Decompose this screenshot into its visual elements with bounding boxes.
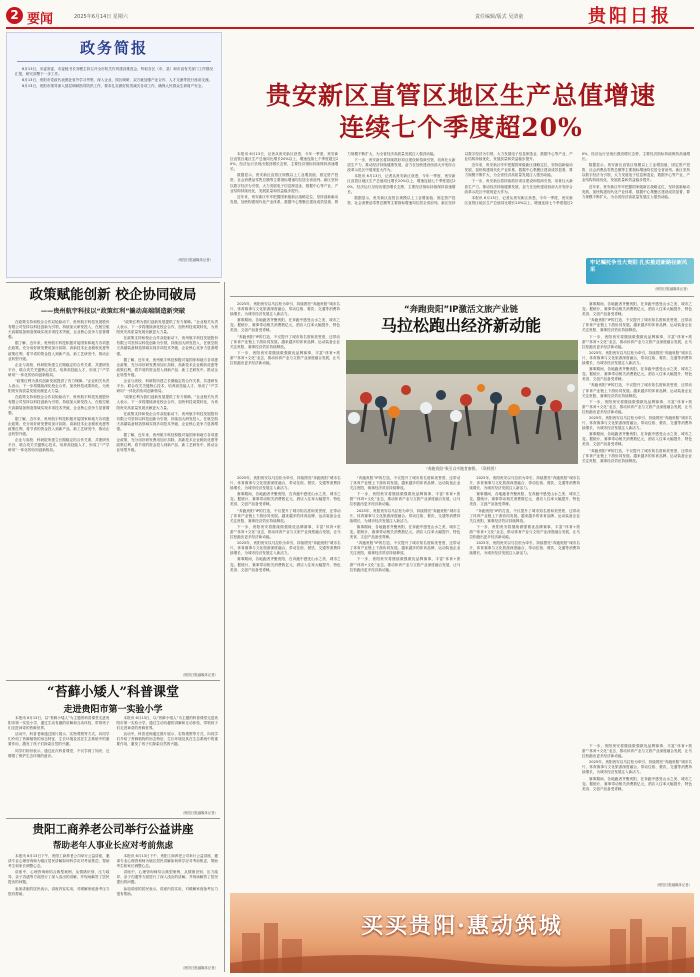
divider	[6, 818, 220, 819]
masthead-logo: 贵阳日报	[588, 6, 672, 27]
bottom-banner-title: 买买贵阳·惠动筑城	[361, 913, 563, 939]
story3-title: 贵阳工商养老公司举行公益讲座	[32, 822, 194, 836]
marathon-body: 2025年，贵阳贵安以马拉松为牵引，持续擦亮“奔跑贵阳”城市名片，体育赛事与文化旅游深度融合，带动住宿、餐饮、交通等消费持续增长，为城市经济发展注入新活力。 赛事期间，各地跑者齐聚贵阳，在奔跑中感受山水之美、城市之变。据统计，赛事带动相关消费数亿元，酒店入住率大幅提升，特色美食、文创产品备受青睐。 “奔跑贵阳”IP的打造，不仅提升了城市知名度和美誉度，还带动了体育产业链上下游协同发展。越来越多的体育品牌、运动装备企业关注贵阳，赛事经济效应持续释放。 下一步，贵阳贵安将继续做强做优品牌赛事，丰富“体育+旅游”“体育+文化”业态，推动体育产业与文旅产业深度融合发展，让马拉松跑出更多经济新动能。 2025年，贵阳贵安以马拉松为牵引，持续擦亮“奔跑贵阳”城市名片，体育赛事与文化旅游深度融合，带动住宿、餐饮、交通等消费持续增长，为城市经济发展注入新活力。 赛事期间，各地跑者齐聚贵阳，在奔跑中感受山水之美、城市之变。据统计，赛事带动相关消费数亿元，酒店入住率大幅提升，特色美食、文创产品备受青睐。 “奔跑贵阳”IP的打造，不仅提升了城市知名度和美誉度，还带动了体育产业链上下游协同发展。越来越多的体育品牌、运动装备企业关注贵阳，赛事经济效应持续释放。 下一步，贵阳贵安将继续做强做优品牌赛事，丰富“体育+旅游”“体育+文化”业态，推动体育产业与文旅产业深度融合发展，让马拉松跑出更多经济新动能。 2025年，贵阳贵安以马拉松为牵引，持续擦亮“奔跑贵阳”城市名片，体育赛事与文化旅游深度融合，带动住宿、餐饮、交通等消费持续增长，为城市经济发展注入新活力。 赛事期间，各地跑者齐聚贵阳，在奔跑中感受山水之美、城市之变。据统计，赛事带动相关消费数亿元，酒店入住率大幅提升，特色美食、文创产品备受青睐。 “奔跑贵阳”IP的打造，不仅提升了城市知名度和美誉度，还带动了体育产业链上下游协同发展。越来越多的体育品牌、运动装备企业关注贵阳，赛事经济效应持续释放。 下一步，贵阳贵安将继续做强做优品牌赛事，丰富“体育+旅游”“体育+文化”业态，推动体育产业与文旅产业深度融合发展，让马拉松跑出更多经济新动能。 2025年，贵阳贵安以马拉松为牵引，持续擦亮“奔跑贵阳”城市名片，体育赛事与文化旅游深度融合，带动住宿、餐饮、交通等消费持续增长，为城市经济发展注入新活力。 赛事期间，各地跑者齐聚贵阳，在奔跑中感受山水之美、城市之变。据统计，赛事带动相关消费数亿元，酒店入住率大幅提升，特色美食、文创产品备受青睐。 “奔跑贵阳”IP的打造，不仅提升了城市知名度和美誉度，还带动了体育产业链上下游协同发展。越来越多的体育品牌、运动装备企业关注贵阳，赛事经济效应持续释放。 下一步，贵阳贵安将继续做强做优品牌赛事，丰富“体育+旅游”“体育+文化”业态，推动体育产业与文旅产业深度融合发展，让马拉松跑出更多经济新动能。 2025年，贵阳贵安以马拉松为牵引，持续擦亮“奔跑贵阳”城市名片，体育赛事与文化旅游深度融合，带动住宿、餐饮、交通等消费持续增长，为城市经济发展注入新活力。	[230, 476, 580, 572]
story3-subtitle: 帮助老年人事业长应对考前焦虑	[52, 841, 174, 851]
story3-source: （贵阳日报融媒体记者）	[180, 966, 218, 970]
marathon-photo-caption: “奔跑贵阳”吸引众多跑者参赛。（资料图）	[425, 466, 499, 471]
brief-title: 政务简报	[79, 39, 148, 57]
story2-subtitle: 走进贵阳市第一实验小学	[63, 705, 163, 715]
section-label: 要闻	[27, 12, 54, 27]
divider	[230, 296, 694, 297]
marathon-right-lower: 下一步，贵阳贵安将继续做强做优品牌赛事，丰富“体育+旅游”“体育+文化”业态，推动体育产业与文旅产业深度融合发展，让马拉松跑出更多经济新动能。 2025年，贵阳贵安以马拉松为牵引，持续擦亮“奔跑贵阳”城市名片，体育赛事与文化旅游深度融合，带动住宿、餐饮、交通等消费持续增长，为城市经济发展注入新活力。 赛事期间，各地跑者齐聚贵阳，在奔跑中感受山水之美、城市之变。据统计，赛事带动相关消费数亿元，酒店入住率大幅提升，特色美食、文创产品备受青睐。	[582, 744, 692, 791]
main-headline: 贵安新区直管区地区生产总值增速 连续七个季度超20%	[265, 81, 656, 142]
runners-illustration	[346, 340, 578, 464]
story1-subtitle: ——贵州航宇科技以“政策红利”撬动高端制造新突破	[40, 308, 186, 315]
date-line: 2025年6月14日 星期六	[74, 14, 128, 20]
bottom-banner	[230, 893, 694, 973]
brief-item: 6月13日，贵阳市党政代表团赴省外学习考察，深入企业、园区调研，双方就加强产业合作、人才交流等进行座谈交流。	[22, 78, 213, 83]
page-number-badge: 2	[6, 7, 23, 24]
lead-article: 本报讯 6月13日，记者从贵安新区获悉，今年一季度，贵安新区直管区地区生产总值同比增长20%以上，增速连续七个季度超过20%，经济运行呈现出强劲增长态势，主要经济指标持续保持高速增长。 数据显示，贵安新区直管区规模以上工业增加值、固定资产投资、社会消费品零售总额等主要指标增速均位居全省前列。新区坚持以数字经济为引领，大力发展电子信息制造业、数据中心等产业，产业结构持续优化，发展质量和效益稳步提升。 近年来，贵安新区牢牢把握国家级新区战略定位，坚持创新驱动发展，加快构建现代化产业体系，数据中心集聚区建设成效显著，算力规模不断扩大，为全省经济高质量发展注入强劲动能。 下一步，贵安新区将持续抓好项目建设和招商引资，培育壮大新质生产力，推动经济持续健康发展，奋力在加快建设西部大开发综合改革示范区中展现更大作为。 本报讯 6月13日，记者从贵安新区获悉，今年一季度，贵安新区直管区地区生产总值同比增长20%以上，增速连续七个季度超过20%，经济运行呈现出强劲增长态势，主要经济指标持续保持高速增长。 数据显示，贵安新区直管区规模以上工业增加值、固定资产投资、社会消费品零售总额等主要指标增速均位居全省前列。新区坚持以数字经济为引领，大力发展电子信息制造业、数据中心等产业，产业结构持续优化，发展质量和效益稳步提升。 近年来，贵安新区牢牢把握国家级新区战略定位，坚持创新驱动发展，加快构建现代化产业体系，数据中心集聚区建设成效显著，算力规模不断扩大，为全省经济高质量发展注入强劲动能。 下一步，贵安新区将持续抓好项目建设和招商引资，培育壮大新质生产力，推动经济持续健康发展，奋力在加快建设西部大开发综合改革示范区中展现更大作为。 本报讯 6月13日，记者从贵安新区获悉，今年一季度，贵安新区直管区地区生产总值同比增长20%以上，增速连续七个季度超过20%，经济运行呈现出强劲增长态势，主要经济指标持续保持高速增长。 数据显示，贵安新区直管区规模以上工业增加值、固定资产投资、社会消费品零售总额等主要指标增速均位居全省前列。新区坚持以数字经济为引领，大力发展电子信息制造业、数据中心等产业，产业结构持续优化，发展质量和效益稳步提升。 近年来，贵安新区牢牢把握国家级新区战略定位，坚持创新驱动发展，加快构建现代化产业体系，数据中心集聚区建设成效显著，算力规模不断扩大，为全省经济高质量发展注入强劲动能。	[230, 152, 690, 205]
marathon-title: 马拉松跑出经济新动能	[380, 316, 541, 335]
marathon-source: （贵阳日报融媒体记者）	[654, 883, 692, 887]
brief-box	[6, 32, 222, 278]
lead-source: （贵阳日报融媒体记者）	[652, 287, 690, 291]
slogan-banner: 牢记嘱托争当大贵阳 扎实推进新路径新风采	[586, 258, 694, 284]
divider	[6, 282, 220, 283]
marathon-photo	[346, 340, 578, 464]
column-divider	[224, 282, 225, 972]
marathon-left-col: 2025年，贵阳贵安以马拉松为牵引，持续擦亮“奔跑贵阳”城市名片，体育赛事与文化旅游深度融合，带动住宿、餐饮、交通等消费持续增长，为城市经济发展注入新活力。 赛事期间，各地跑者齐聚贵阳，在奔跑中感受山水之美、城市之变。据统计，赛事带动相关消费数亿元，酒店入住率大幅提升，特色美食、文创产品备受青睐。 “奔跑贵阳”IP的打造，不仅提升了城市知名度和美誉度，还带动了体育产业链上下游协同发展。越来越多的体育品牌、运动装备企业关注贵阳，赛事经济效应持续释放。 下一步，贵阳贵安将继续做强做优品牌赛事，丰富“体育+旅游”“体育+文化”业态，推动体育产业与文旅产业深度融合发展，让马拉松跑出更多经济新动能。	[230, 302, 340, 366]
brief-source: （贵阳日报融媒体记者）	[175, 258, 213, 262]
marathon-right-col: 赛事期间，各地跑者齐聚贵阳，在奔跑中感受山水之美、城市之变。据统计，赛事带动相关消费数亿元，酒店入住率大幅提升，特色美食、文创产品备受青睐。 “奔跑贵阳”IP的打造，不仅提升了城市知名度和美誉度，还带动了体育产业链上下游协同发展。越来越多的体育品牌、运动装备企业关注贵阳，赛事经济效应持续释放。 下一步，贵阳贵安将继续做强做优品牌赛事，丰富“体育+旅游”“体育+文化”业态，推动体育产业与文旅产业深度融合发展，让马拉松跑出更多经济新动能。 2025年，贵阳贵安以马拉松为牵引，持续擦亮“奔跑贵阳”城市名片，体育赛事与文化旅游深度融合，带动住宿、餐饮、交通等消费持续增长，为城市经济发展注入新活力。 赛事期间，各地跑者齐聚贵阳，在奔跑中感受山水之美、城市之变。据统计，赛事带动相关消费数亿元，酒店入住率大幅提升，特色美食、文创产品备受青睐。 “奔跑贵阳”IP的打造，不仅提升了城市知名度和美誉度，还带动了体育产业链上下游协同发展。越来越多的体育品牌、运动装备企业关注贵阳，赛事经济效应持续释放。 下一步，贵阳贵安将继续做强做优品牌赛事，丰富“体育+旅游”“体育+文化”业态，推动体育产业与文旅产业深度融合发展，让马拉松跑出更多经济新动能。 2025年，贵阳贵安以马拉松为牵引，持续擦亮“奔跑贵阳”城市名片，体育赛事与文化旅游深度融合，带动住宿、餐饮、交通等消费持续增长，为城市经济发展注入新活力。 赛事期间，各地跑者齐聚贵阳，在奔跑中感受山水之美、城市之变。据统计，赛事带动相关消费数亿元，酒店入住率大幅提升，特色美食、文创产品备受青睐。 “奔跑贵阳”IP的打造，不仅提升了城市知名度和美誉度，还带动了体育产业链上下游协同发展。越来越多的体育品牌、运动装备企业关注贵阳，赛事经济效应持续释放。	[582, 302, 692, 463]
story1-source: （贵阳日报融媒体记者）	[180, 673, 218, 677]
story2-title: “苔藓小矮人”科普课堂	[47, 685, 179, 700]
story2-body: 本报讯 6月13日，以“苔藓小矮人”为主题的科普课堂走进贵阳市第一实验小学，通过生动有趣的讲解和互动体验，带领孩子们走进神奇的苔藓世界。 活动中，科普老师通过图片展示、实物观察等方式，向同学们介绍了苔藓植物的形态特征、生长环境及其在生态系统中的重要作用，激发了孩子们探索自然的兴趣。 同学们纷纷表示，通过此次科普课堂，不仅学到了知识，还增强了保护生态环境的意识。 本报讯 6月13日，以“苔藓小矮人”为主题的科普课堂走进贵阳市第一实验小学，通过生动有趣的讲解和互动体验，带领孩子们走进神奇的苔藓世界。 活动中，科普老师通过图片展示、实物观察等方式，向同学们介绍了苔藓植物的形态特征、生长环境及其在生态系统中的重要作用，激发了孩子们探索自然的兴趣。	[8, 716, 218, 758]
brief-item: 6月13日，贵阳市领导深入基层调研指导防汛工作，要求扎实做好防汛减灾各项工作，确保人民群众生命财产安全。	[22, 84, 205, 89]
story1-title: 政策赋能创新 校企协同破局	[29, 287, 197, 303]
story1-body: 在政策支持和校企合作双轮驱动下，贵州航宇科技发展股份有限公司坚持以科技创新为引领，持续加大研发投入，在航空航天高端装备制造领域实现多项技术突破，企业核心竞争力显著增强。 据了解，近年来，贵州航宇科技积极对接国家和地方各项惠企政策，充分用好研发费用加计扣除、高新技术企业税收优惠等政策红利，将节省的资金投入到新产品、新工艺研发中，推动企业转型升级。 企业与高校、科研院所建立长期稳定的合作关系，共建研发平台、联合攻关关键核心技术，培养高技能人才，形成了“产学研用”一体化的协同创新格局。 “政策红利为我们创新发展提供了有力保障。”企业相关负责人表示，下一步将继续深化校企合作，加快科技成果转化，为贵阳贵安高质量发展贡献更大力量。 在政策支持和校企合作双轮驱动下，贵州航宇科技发展股份有限公司坚持以科技创新为引领，持续加大研发投入，在航空航天高端装备制造领域实现多项技术突破，企业核心竞争力显著增强。 据了解，近年来，贵州航宇科技积极对接国家和地方各项惠企政策，充分用好研发费用加计扣除、高新技术企业税收优惠等政策红利，将节省的资金投入到新产品、新工艺研发中，推动企业转型升级。 企业与高校、科研院所建立长期稳定的合作关系，共建研发平台、联合攻关关键核心技术，培养高技能人才，形成了“产学研用”一体化的协同创新格局。 “政策红利为我们创新发展提供了有力保障。”企业相关负责人表示，下一步将继续深化校企合作，加快科技成果转化，为贵阳贵安高质量发展贡献更大力量。 在政策支持和校企合作双轮驱动下，贵州航宇科技发展股份有限公司坚持以科技创新为引领，持续加大研发投入，在航空航天高端装备制造领域实现多项技术突破，企业核心竞争力显著增强。 据了解，近年来，贵州航宇科技积极对接国家和地方各项惠企政策，充分用好研发费用加计扣除、高新技术企业税收优惠等政策红利，将节省的资金投入到新产品、新工艺研发中，推动企业转型升级。 企业与高校、科研院所建立长期稳定的合作关系，共建研发平台、联合攻关关键核心技术，培养高技能人才，形成了“产学研用”一体化的协同创新格局。 “政策红利为我们创新发展提供了有力保障。”企业相关负责人表示，下一步将继续深化校企合作，加快科技成果转化，为贵阳贵安高质量发展贡献更大力量。 在政策支持和校企合作双轮驱动下，贵州航宇科技发展股份有限公司坚持以科技创新为引领，持续加大研发投入，在航空航天高端装备制造领域实现多项技术突破，企业核心竞争力显著增强。 据了解，近年来，贵州航宇科技积极对接国家和地方各项惠企政策，充分用好研发费用加计扣除、高新技术企业税收优惠等政策红利，将节省的资金投入到新产品、新工艺研发中，推动企业转型升级。	[8, 320, 218, 453]
story2-source: （贵阳日报融媒体记者）	[180, 811, 218, 815]
brief-item: 6月13日，市委常委、市委秘书长刘俊主持召开全市机关作风建设推进会，听取各区（市、县）和市直有关部门工作情况汇报，研究部署下一步工作。	[15, 67, 213, 77]
header-rule	[6, 27, 694, 29]
divider	[6, 680, 220, 681]
editors-line: 责任编辑/版式 吴清童	[475, 14, 524, 20]
marathon-kicker: “奔跑贵阳”IP激活文旅产业链	[403, 305, 519, 315]
story3-body: 本报讯 6月13日下午，贵阳工商养老公司举行公益讲座，邀请专业心理咨询师为辖区居民讲解如何科学应对考前焦虑，帮助考生和家长调整心态。 讲座中，心理咨询师结合典型案例，从情绪识别、压力疏导、亲子沟通等方面进行了深入浅出的讲解，并现场解答了居民提出的问题。 参加讲座的居民表示，讲座内容实用，对缓解家庭备考压力很有帮助。 本报讯 6月13日下午，贵阳工商养老公司举行公益讲座，邀请专业心理咨询师为辖区居民讲解如何科学应对考前焦虑，帮助考生和家长调整心态。 讲座中，心理咨询师结合典型案例，从情绪识别、压力疏导、亲子沟通等方面进行了深入浅出的讲解，并现场解答了居民提出的问题。 参加讲座的居民表示，讲座内容实用，对缓解家庭备考压力很有帮助。	[8, 854, 218, 896]
